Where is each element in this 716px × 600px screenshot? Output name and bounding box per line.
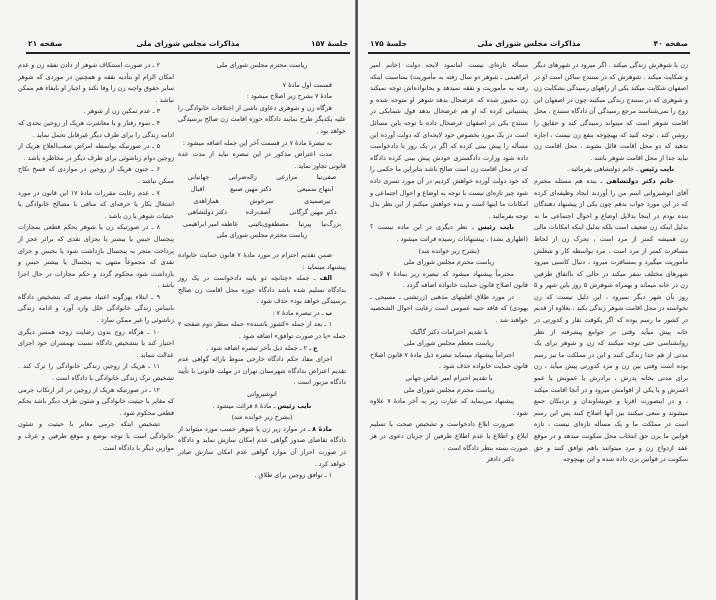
paragraph — [370, 385, 528, 397]
paragraph — [18, 419, 174, 454]
paragraph — [534, 176, 688, 466]
paragraph-text: قسمت اول مادهٔ ۷ — [282, 80, 332, 89]
signatory-name: آصف‌زاده — [245, 208, 271, 217]
paragraph — [370, 269, 528, 292]
paragraph-text: با تقدیم احترام امیر عباس جهانی — [405, 374, 493, 383]
signatory-name: سرخوش — [249, 196, 274, 205]
signatory-name: بزرگ‌نیا — [321, 219, 342, 228]
paragraph — [178, 424, 346, 470]
paragraph — [534, 60, 688, 164]
speaker-label: ب — [325, 308, 332, 317]
header-rule — [368, 52, 690, 54]
page-number: صفحه ۲۱ — [28, 38, 63, 48]
paragraph-gap — [178, 242, 346, 250]
signatory-name: دکتر مهین گرگانی — [289, 208, 337, 217]
right-page-column-left — [370, 60, 528, 466]
speaker-label: ج — [313, 343, 318, 352]
paragraph — [178, 103, 346, 138]
speaker-label: نایب رئیس — [640, 165, 674, 174]
paragraph-text: ۱ ـ توافق زوجین برای طلاق . — [254, 471, 332, 480]
paragraph-text: دکتر دادفر — [486, 455, 514, 464]
paragraph-text: ضرورت ابلاغ دادخواست و تشخیص صحت یا تسلیم ابلاغ و اطلاع یا عدم اطلاع طرفین از جریان دعوی در هر صورت بسته بنظر دادگاه است . — [370, 420, 528, 452]
signatory-name: دکتر دولتشاهی — [187, 208, 227, 217]
right-page-column-right — [534, 60, 688, 466]
signatory-row — [178, 184, 346, 196]
paragraph-text: ۱۱ ـ هریک از زوجین زندگی خانوادگی را ترک کند . تشخیص ترک زندگی خانوادگی با دادگاه است . — [18, 362, 174, 383]
paragraph-text: ۷ ـ عدم رعایت مقررات مادهٔ ۱۷ این قانون در مورد اشتغال بکار یا حرفه‌ای که منافی با مصالح خانوادگی یا حیثیات شوهر یا زن باشد . — [18, 188, 174, 220]
speaker-label: خانم دکتر دولتشاهی — [606, 176, 674, 185]
paragraph-text: (بشرح زیر خوانده شد) — [231, 413, 293, 422]
paragraph-text: ـ در موارد زیر زن یا شوهر حسب مورد میتواند از دادگاه تقاضای صدور گواهی عدم امکان سازش نماید و دادگاه در صورت احراز آن موارد گواهی عدم امکان سازش صادر خواهد کرد . — [178, 424, 346, 468]
paragraph-text: ۲ ـ در صورت استنکاف شوهر از دادن نفقه زن و عدم امکان الزام او بتأدیه نفقه و همچنین در موردی که شوهر سایر حقوق واجبه زن را وفا نکند و اجبار او بایفاء هم ممکن نباشد . — [18, 61, 174, 104]
speaker-label: نایب رئیس — [277, 401, 312, 410]
paragraph-text: ۶ ـ جنون هریک از زوجین در مواردی که فسخ نکاح ممکن نباشد . — [18, 165, 174, 185]
left-page-header — [28, 36, 348, 50]
paragraph — [178, 412, 346, 424]
left-page-column-left — [18, 60, 174, 454]
signatory-name: تیرصمیدی — [304, 196, 331, 205]
paragraph-text: ـ مادهٔ ۸ قرائت میشود . — [212, 401, 278, 410]
paragraph-text: احتراماً پیشنهاد مینماید تبصره ذیل مادهٔ ۷ قانون اصلاح قانون حمایت خانواده حذف شود . — [370, 350, 528, 371]
signatory-name: عاطفه امیر ابراهیمی — [182, 219, 239, 228]
paragraph — [370, 222, 528, 245]
paragraph-text: ۱۲ ـ در صورتیکه هریک از زوجین در اثر ارتکاب جرمی که مغایر با حیثیت خانوادگی و شئون طرف دیگر باشد بحکم قطعی محکوم شود . — [18, 385, 174, 417]
signatory-name: اقبال — [190, 184, 205, 193]
paragraph-text: در مورد طلاق اقلیتهای مذهبی (زرتشتی ـ مسیحی ـ یهودی) که فاقد جنبه عمومی است رعایت احوال الشخصیه خواهند شد . — [370, 292, 528, 325]
paragraph — [370, 350, 528, 373]
signatory-name: زاله‌ضرابی — [228, 173, 257, 182]
paragraph-text: ـ بنده هم مسئله محترم آقای انوشیروانی اسم من را آوردند ایجاد وظیفه‌ای کرده که در این مورد جواب بدهم چون یکی از پیشنهاد دهندگان بنده بودم در اینجا بدلایل اوضاع و احوال اجتماعی ما نه بدلیل اینکه زن ضعیف است بلکه بدلیل اینکه امکانات مالی زن همیشه کمتر از مرد است ، تحرک زن از لحاظ مسافرت کمتر از مرد است ، مرد بواسطه کار و شغلش مأموریت میگیرد و بمسافرت میرود ، دنبال کاسبی میرود شهرهای مختلف سفر میکند در حالی که بااتفاق طرفین زن در خانه میماند و بهمراه شوهرش ۵ روز باین شهر و ۵ روز بآن شهر دیگر نمیرود ، این دلیل نیست که زن نخواسته در محل اقامت شوهر زندگی بکند ، بعلاوه از قدیم در کشور ما رسم بوده که اگر یکوقت نقار و کدورتی در خانه پیش میآید وقتی در جوامع پیشرفته از نظر روانشناسی حتی توجه میکنند که زن و شوهر برای یک مدتی از هم جدا زندگی کنند و این در مملکت ما نیز رسم بوده است وقتی بین زن و مرد کدورتی پیش میآید ، زن برای مدتی بخانه پدرش ، برادرش یا عمویش یا عمو اعمرش و یا یکی از اقوامش میرود و در آنجا اقامت میکند ، و در اینصورت اقربا و خویشاوندان و نزدیکان جمع میشوند و سعی میکنند بین آنها اصلاح کنند پس این رسم است در مملکت ما و یک مسأله تازه‌ای نیست ، تازه قوانین ما بزن حق انتخاب محل سکونت میدهد و در موقع عقد ازدواج زن و مرد میتوانند باهم توافق کنند و حق سکونت در قوانین بزن داده شده و این بهیچوجه — [533, 176, 688, 464]
running-title: مذاکرات مجلس شورای ملی — [477, 38, 581, 48]
speaker-label: نایب رئیس — [477, 223, 514, 232]
paragraph-gap — [178, 72, 346, 80]
session-number: جلسهٔ ۱۷۵ — [370, 38, 407, 48]
paragraph-text: ضمن تقدیم احترام در مورد مادهٔ ۷ قانون حمایت خانواده پیشنهاد مینماید : — [178, 250, 346, 271]
right-page — [358, 0, 716, 600]
speaker-label: الف — [319, 274, 332, 283]
paragraph — [178, 80, 346, 92]
paragraph — [18, 188, 174, 223]
signatory-name: دکتر مهین صنیع — [230, 184, 272, 193]
paragraph — [18, 60, 174, 106]
page-number: صفحه ۴۰ — [653, 38, 688, 48]
paragraph — [178, 401, 346, 413]
paragraph-text: ریاست محترم مجلس شورای ملی — [216, 231, 308, 240]
paragraph — [370, 454, 528, 466]
paragraph-text: ۱ ـ بعد از جمله «کشور باشنده» جمله سطر دوم صفحه ۲ جمله «یا در صورت توافق» اضافه شود . — [178, 320, 346, 341]
paragraph — [18, 327, 174, 362]
right-page-header — [370, 36, 688, 50]
paragraph — [178, 60, 346, 72]
paragraph-text: با تقدیم احترامات دکتر گاگیک — [410, 327, 488, 336]
paragraph — [178, 319, 346, 342]
paragraph — [178, 250, 346, 273]
signatory-name: پیرنیا — [298, 219, 312, 228]
speaker-label: مادهٔ ۸ — [312, 424, 333, 433]
paragraph-text: محترماً پیشنهاد میشود که تبصره زیر بمادهٔ ۷ لایحه قانون اصلاح قانون حمایت خانواده اضافه گردد . — [370, 269, 528, 290]
paragraph-text: ـ نظر دیگری در این ماده نیست ؟ (اظهاری نشد) ، پیشنهادات رسیده قرائت میشود . — [370, 223, 528, 243]
paragraph — [178, 230, 346, 242]
paragraph-text: زن با شوهرش زندگی میکند . اگر میرود در شهرهای دیگر و شکایت میکند . شوهرش که در سنندج ساکن است او در اصفهان شکایت میکند یکی از راههای رسیدگی بشکایت زن و شوهری که در سنندج زندگی میکنند چون در اصفهان این زوج را نمی‌شناسند مرجع رسیدگی آن دادگاه سنندج ، محل اقامت شوهر است که میتواند رسیدگی کند و حقایق را روشن کند ، توجه کنید که بهیچوجه بنفع زن نیست ، اجازه ندهید که دو محل اقامت قائل بشوند ، محل اقامت زن نباید جدا از محل اقامت شوهر باشد . — [534, 61, 688, 162]
paragraph — [370, 396, 528, 419]
paragraph — [370, 257, 528, 269]
paragraph-text: (بشرح زیر خوانده شد) — [418, 246, 480, 255]
paragraph — [370, 419, 528, 454]
signatory-name: ابتهاج سمیعی — [297, 184, 334, 193]
paragraph-text: ـ جمله «چنانچه دو باینه دادخواست در یک روز بدادگاه تسلیم شده باشد دادگاه حوزه محل اقامت زن صالح برسیدگی خواهد بود» حذف شود . — [178, 274, 346, 306]
paragraph-text: به تبصرهٔ مادهٔ ۷ در قسمت آخر این جمله اضافه میشود : — [182, 138, 332, 147]
paragraph-text: تشخیص اینکه جرمی مغایر با حیثیت و شئون خانوادگی است با توجه بوضع و موقع طرفین و عرف و موازین دیگر با دادگاه است . — [18, 420, 174, 452]
paragraph — [370, 292, 528, 327]
paragraph — [18, 164, 174, 187]
signatory-name: جهانبانی — [187, 173, 210, 182]
signatory-name: همازاهدی — [193, 196, 219, 205]
paragraph — [370, 246, 528, 258]
paragraph-text: پیشنهاد می‌نماید که عبارت زیر به آخر مادهٔ ۷ علاوه شود . — [370, 397, 528, 417]
paragraph — [178, 389, 346, 401]
paragraph — [370, 327, 528, 339]
paragraph — [534, 164, 688, 176]
paragraph-text: هرگاه زن و شوهری دعاوی ناشی از اختلافات خانوادگی را علیه یکدیگر طرح نمایند دادگاه حوزه اقامت زن صالح برسیدگی خواهد بود . — [178, 103, 346, 135]
paragraph — [18, 222, 174, 292]
paragraph-text: ریاست محترم مجلس شورای ملی — [403, 385, 495, 394]
paragraph-text: ۳ ـ عدم تمکین زن از شوهر . — [83, 107, 160, 116]
signatory-row — [178, 196, 346, 208]
paragraph — [18, 118, 174, 141]
signatory-name: مزارعی — [276, 173, 298, 182]
paragraph — [18, 292, 174, 327]
paragraph — [178, 308, 346, 320]
signatory-row — [178, 207, 346, 219]
paragraph-text: انوشیروانی — [247, 390, 277, 399]
paragraph-text: ریاست محترم مجلس شورای ملی — [403, 258, 495, 267]
running-title: مذاکرات مجلس شورای ملی — [136, 38, 240, 48]
signatory-row — [178, 172, 346, 184]
paragraph — [178, 343, 346, 355]
paragraph-text: ـ در تبصره مادهٔ ۷ : — [272, 308, 326, 317]
paragraph-text: ریاست محترم مجلس شورای ملی — [216, 61, 308, 69]
paragraph — [18, 385, 174, 420]
paragraph-text: مسأله تازه‌ای نیست امانمود لایحه دولت (خانم امیر ابراهیمی ـ شوهر دو سال رفته به مأموریت) بمناسبت اینکه رفته به مأموریت و نفقه نمیدهد و بخانواده‌اش توجه نمیکند زن مجبور شده که عرضحال بدهد شوهر او متوجه شده و پشتیبانی کرده که او هم عرضحال بدهد قول شمایکی در سنندج یکی در اصفهان عرضحال داده با توجه باین مسائل است در یک مورد بخصوص خود لایحه‌ای که دولت آورده این مسأله را پیش بینی کرده که اگر در یک روز تا دادخواست داده شود وزارت دادگستری خودش پیش بینی کرده دادگاه که در محل اقامت زن است صالح باشد بنابراین ما حکمی را که خود دولت آورده خواهش کردیم در آن مورد تسری داده شود چیز تازه‌ای نیست با توجه به اوضاع و احوال اجتماعی و امکانات ما اینها است و بنده خواهش میکنم از این نظر بذل توجه بفرمائید . — [370, 61, 528, 220]
paragraph-text: ۸ ـ در صورتیکه زن یا شوهر بحکم قطعی بمجازات پنجسال حبس یا بیشتر یا بجزای نقدی که براثر عجز از پرداخت منجر به پنجسال بازداشت شود یا بحبس و جزای نقدی که مجموعاً منتهی به پنجسال یا بیشتر حبس و بازداشت شود محکوم گردد و حکم مجازات در حال اجرا باشد . — [18, 223, 174, 290]
paragraph-text: ـ خانم دولتشاهی بفرمائید . — [566, 165, 641, 174]
paragraph — [370, 338, 528, 350]
paragraph-text: ۵ ـ در صورتیکه بواسطه امراض صعب‌العلاج هریک از زوجین دوام زناشوئی برای طرف دیگر در مخاطره باشد . — [18, 142, 174, 162]
left-page-column-right — [178, 60, 346, 482]
paragraph-text: اجرای مفاد حکم دادگاه خارجی منوط بارائه گواهی عدم تقدیم اعتراض بدادگاه شهرستان تهران در مهلت قانونی با تأیید دادگاه مزبور است . — [178, 355, 346, 387]
paragraph-text: ریاست معظم مجلس شورای ملی — [404, 339, 494, 348]
paragraph — [178, 470, 346, 482]
paragraph-text: ۴ ـ سوء رفتار و یا معاشرت هریک از زوجین بحدی که ادامه زندگی را برای طرف دیگر غیرقابل تحمل نماید . — [18, 118, 174, 139]
paragraph — [178, 149, 346, 172]
paragraph — [370, 60, 528, 222]
paragraph — [178, 273, 346, 308]
paragraph — [178, 354, 346, 389]
paragraph — [178, 91, 346, 103]
header-rule — [26, 52, 350, 54]
paragraph — [18, 141, 174, 164]
paragraph — [370, 373, 528, 385]
signatory-name: مصطفوی‌نائینی — [248, 219, 289, 228]
paragraph-text: ۹ ـ ابتلاء بهرگونه اعتیاد مضری که بتشخیص دادگاه باساس زندگی خانوادگی خلل وارد آورد و ادامه زندگی زناشوئی را غیر ممکن سازد . — [18, 292, 174, 325]
paragraph-text: ۱۰ ـ هرگاه زوج بدون رضایت زوجه همسر دیگری اختیار کند یا بتشخیص دادگاه نسبت بهمسران خود اجرای عدالت ننماید . — [18, 327, 174, 359]
paragraph-text: مادهٔ ۷ بشرح زیر اصلاح میشود : — [246, 92, 332, 101]
session-number: جلسهٔ ۱۵۷ — [311, 38, 348, 48]
paragraph-text: مدت اعتراض مذکور در این تبصره نباید از مدت عده قانونی تجاوز نماید . — [178, 150, 346, 170]
paragraph — [18, 361, 174, 384]
left-page — [0, 0, 356, 600]
paragraph — [18, 106, 174, 118]
signatory-row — [178, 219, 346, 231]
paragraph-text: ـ ۲ ـ جمله ذیل بآخر تبصره اضافه شود . — [206, 343, 314, 352]
signatory-name: صفی‌نیا — [316, 173, 337, 182]
paragraph — [178, 138, 346, 150]
